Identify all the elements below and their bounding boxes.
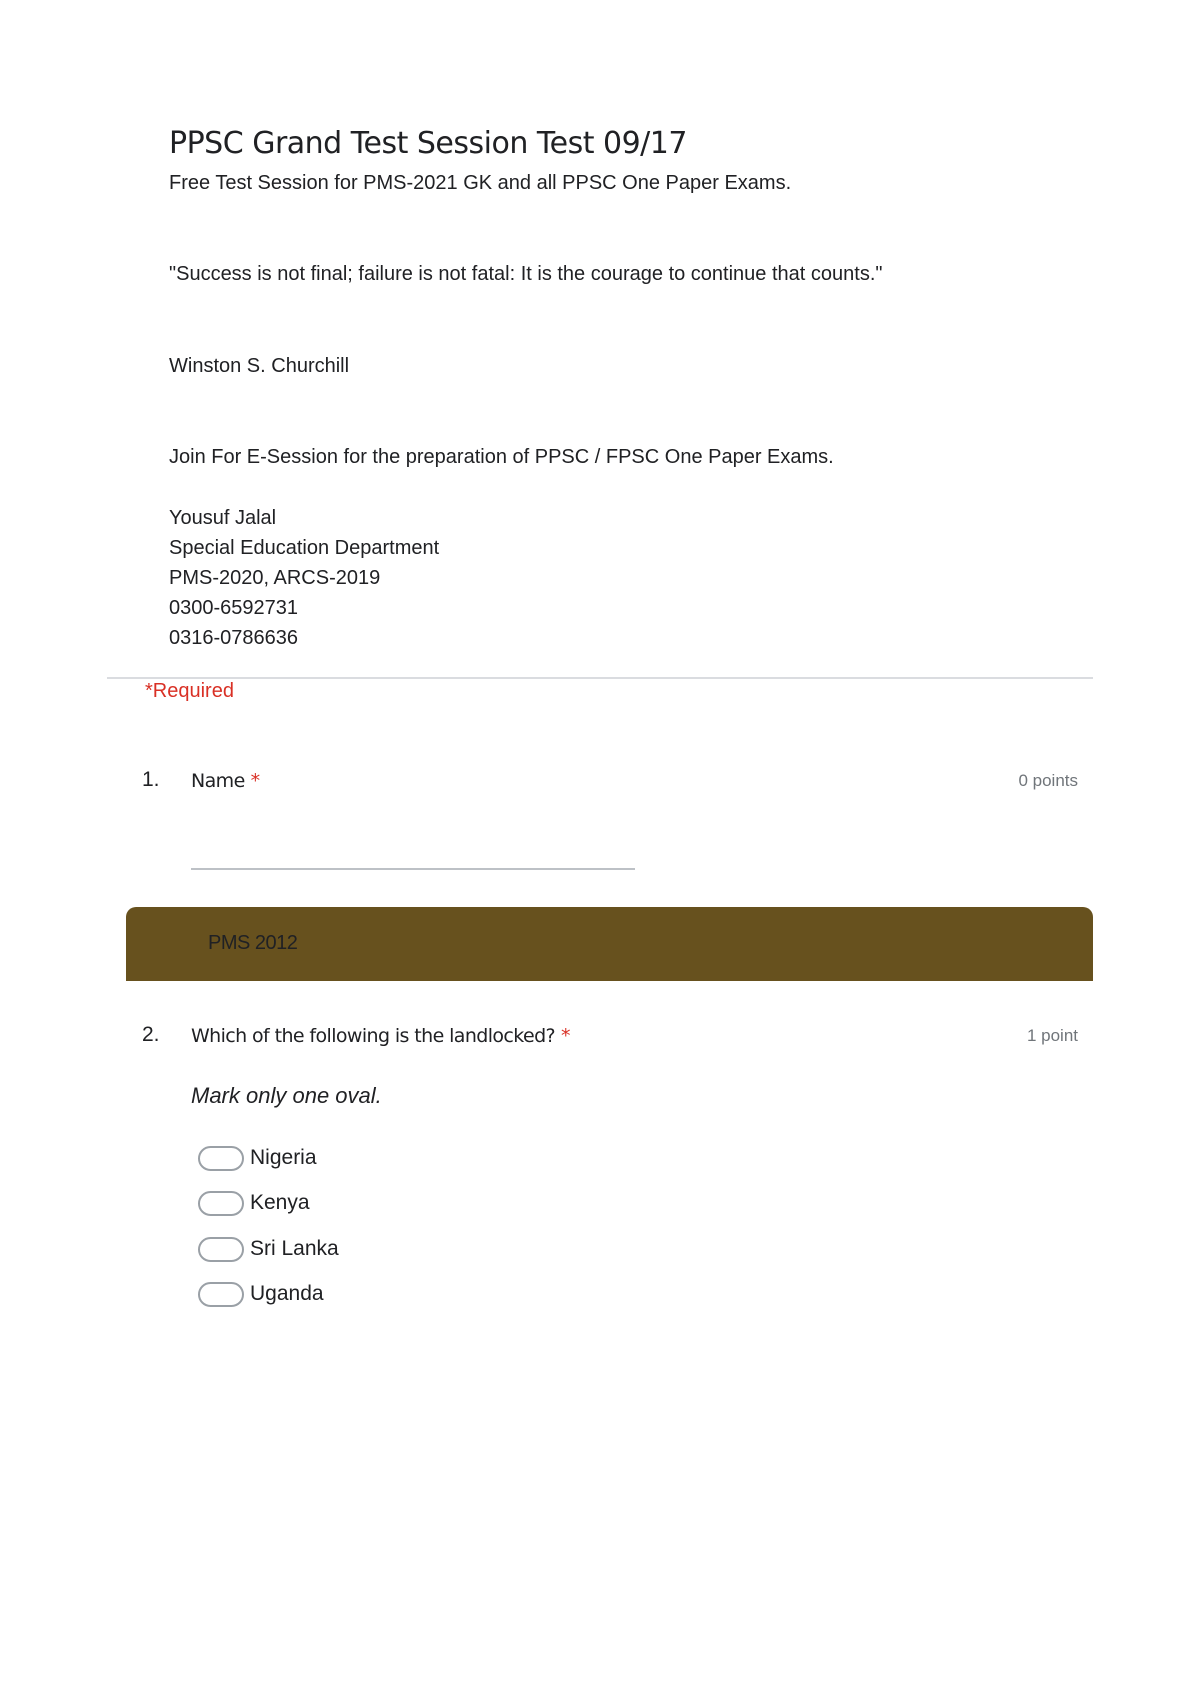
author-department: Special Education Department <box>169 537 440 559</box>
invitation-text: Join For E-Session for the preparation of PPSC / FPSC One Paper Exams. <box>169 446 834 468</box>
question-text <box>191 770 260 792</box>
author-name: Yousuf Jalal <box>169 507 277 529</box>
section-header <box>126 907 1093 981</box>
option-label: Sri Lanka <box>250 1237 339 1260</box>
option-label: Uganda <box>250 1282 324 1305</box>
required-note: *Required <box>145 680 234 702</box>
phone-number: 0300-6592731 <box>169 597 299 619</box>
radio-oval[interactable] <box>198 1237 244 1262</box>
quote-text: "Success is not final; failure is not fatal: It is the courage to continue that counts." <box>169 263 883 285</box>
option-kenya[interactable] <box>198 1188 310 1218</box>
author-credentials: PMS-2020, ARCS-2019 <box>169 567 381 589</box>
form-title: PPSC Grand Test Session Test 09/17 <box>169 126 687 161</box>
question-number: 1. <box>142 768 160 791</box>
question-number: 2. <box>142 1023 160 1046</box>
question-points: 1 point <box>1026 1026 1078 1045</box>
option-label: Nigeria <box>250 1146 317 1169</box>
radio-oval[interactable] <box>198 1191 244 1216</box>
option-uganda[interactable] <box>198 1279 324 1309</box>
question-label: Which of the following is the landlocked? <box>191 1025 556 1047</box>
name-answer-field[interactable] <box>191 868 635 870</box>
option-nigeria[interactable] <box>198 1143 317 1173</box>
required-asterisk: * <box>250 770 260 792</box>
question-text <box>191 1025 570 1047</box>
question-points: 0 points <box>1018 771 1078 790</box>
option-label: Kenya <box>250 1191 310 1214</box>
question-label: Name <box>191 770 245 792</box>
phone-number: 0316-0786636 <box>169 627 299 649</box>
radio-oval[interactable] <box>198 1146 244 1171</box>
section-title: PMS 2012 <box>208 932 298 954</box>
radio-oval[interactable] <box>198 1282 244 1307</box>
quote-author: Winston S. Churchill <box>169 355 350 377</box>
header-divider <box>107 677 1093 679</box>
question-hint: Mark only one oval. <box>191 1083 382 1108</box>
option-sri-lanka[interactable] <box>198 1234 339 1264</box>
form-description-line: Free Test Session for PMS-2021 GK and all PPSC One Paper Exams. <box>169 172 792 194</box>
required-asterisk: * <box>561 1025 570 1047</box>
